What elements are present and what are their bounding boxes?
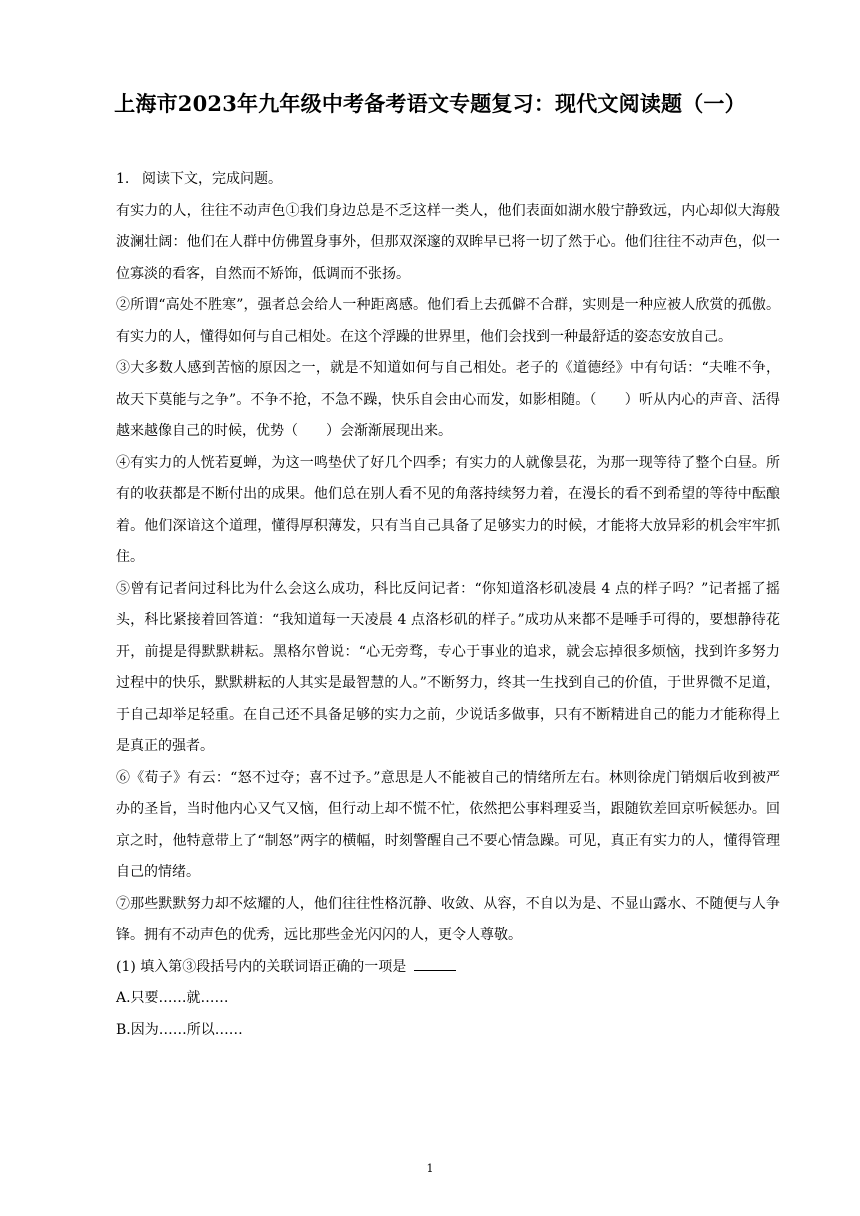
document-body — [116, 164, 780, 1046]
paragraph-2: ②所谓“高处不胜寒”，强者总会给人一种距离感。他们看上去孤僻不合群，实则是一种应被人欣赏的孤傲。有实力的人，懂得如何与自己相处。在这个浮躁的世界里，他们会找到一种最舒适的姿态安放自己。 — [116, 297, 780, 345]
paragraph-intro: 有实力的人，往往不动声色①我们身边总是不乏这样一类人，他们表面如湖水般宁静致远，内心却似大海般波澜壮阔：他们在人群中仿佛置身事外，但那双深邃的双眸早已将一切了然于心。他们往往不动声色，似一位寡淡的看客，自然而不矫饰，低调而不张扬。 — [116, 202, 780, 282]
paragraph-4: ④有实力的人恍若夏蝉，为这一鸣垫伏了好几个四季；有实力的人就像昙花，为那一现等待了整个白昼。所有的收获都是不断付出的成果。他们总在别人看不见的角落持续努力着，在漫长的看不到希望的等待中酝酿着。他们深谙这个道理，懂得厚积薄发，只有当自己具备了足够实力的时候，才能将大放异彩的机会牢牢抓住。 — [116, 454, 780, 565]
answer-blank — [414, 956, 456, 971]
paragraph-3: ③大多数人感到苦恼的原因之一，就是不知道如何与自己相处。老子的《道德经》中有句话：“夫唯不争，故天下莫能与之争”。不争不抢，不急不躁，快乐自会由心而发，如影相随。（ ）听从内心的声音、活得越来越像自己的时候，优势（ ）会渐渐展现出来。 — [116, 360, 780, 439]
sub-question-text: (1) 填入第③段括号内的关联词语正确的一项是 — [116, 958, 407, 975]
question-intro — [116, 164, 780, 196]
question-number: 1. — [116, 171, 130, 187]
sub-question — [116, 952, 780, 984]
option-b: B.因为……所以…… — [116, 1021, 243, 1038]
paragraph-7: ⑦那些默默努力却不炫耀的人，他们往往性格沉静、收敛、从容，不自以为是、不显山露水、不随便与人争锋。拥有不动声色的优秀，远比那些金光闪闪的人，更令人尊敬。 — [116, 895, 780, 943]
document-title: 上海市2023年九年级中考备考语文专题复习：现代文阅读题（一） — [114, 91, 746, 116]
paragraph-6: ⑥《荀子》有云：“怒不过夺；喜不过予。”意思是人不能被自己的情绪所左右。林则徐虎门销烟后收到被严办的圣旨，当时他内心又气又恼，但行动上却不慌不忙，依然把公事料理妥当，跟随钦差回京听候惩办。回京之时，他特意带上了“制怒”两字的横幅，时刻警醒自己不要心情急躁。可见，真正有实力的人，懂得管理自己的情绪。 — [116, 769, 780, 880]
option-a: A.只要……就…… — [116, 990, 229, 1006]
page-number: 1 — [426, 1162, 434, 1175]
question-instruction: 阅读下文，完成问题。 — [142, 171, 282, 187]
paragraph-5: ⑤曾有记者问过科比为什么会这么成功，科比反问记者：“你知道洛杉矶凌晨 4 点的样子吗？”记者摇了摇头，科比紧接着回答道：“我知道每一天凌晨 4 点洛杉矶的样子。”成功从来都不是唾手可得的，要想静待花开，前提是得默默耕耘。黑格尔曾说：“心无旁骛，专心于事业的追求，就会忘掉很多烦恼，找到许多努力过程中的快乐，默默耕耘的人其实是最智慧的人。”不断努力，终其一生找到自己的价值，于世界微不足道，于自己却举足轻重。在自己还不具备足够的实力之前，少说话多做事，只有不断精进自己的能力才能称得上是真正的强者。 — [116, 580, 780, 754]
